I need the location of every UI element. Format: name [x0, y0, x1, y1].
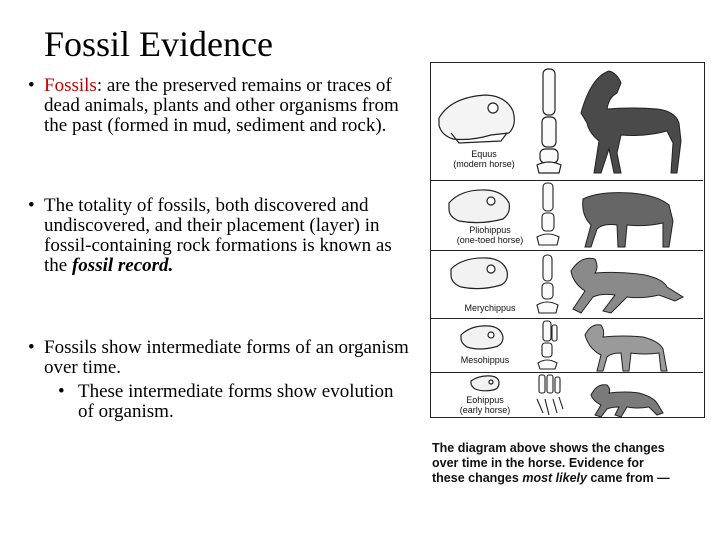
figure-row-pliohippus: [431, 181, 703, 251]
caption-emphasis: most likely: [522, 471, 587, 485]
figure-row-merychippus: [431, 251, 703, 319]
merychippus-horse-icon: [571, 258, 683, 313]
label-merychippus: Merychippus: [464, 303, 516, 313]
label-mesohippus: Mesohippus: [460, 355, 510, 365]
merychippus-foot-bones-icon: [537, 255, 558, 313]
sub-bullet-marker: •: [58, 381, 65, 402]
term-fossil-record: fossil record.: [71, 255, 174, 276]
caption-line-3-end: came from —: [586, 471, 670, 485]
fossils-definition-text: : are the preserved remains or traces of dead animals, plants and other organisms from the past (formed in mud, sediment and rock).: [44, 75, 399, 136]
caption-line-3-start: these changes: [432, 471, 523, 485]
mesohippus-horse-icon: [585, 325, 667, 371]
eohippus-horse-icon: [591, 385, 663, 417]
bullet-intermediate-forms: [28, 338, 418, 378]
fossil-record-text: The totality of fossils, both discovered and undiscovered, and their placement (layer) in fossil-containing rock formations is known as the: [44, 195, 392, 276]
eohippus-skull-icon: [471, 376, 499, 391]
label-equus: Equus: [471, 149, 497, 159]
note-equus: (modern horse): [453, 159, 515, 169]
figure-row-mesohippus: [431, 319, 703, 373]
equus-horse-icon: [581, 71, 681, 173]
equus-skull-icon: [439, 95, 514, 143]
intermediate-forms-text: Fossils show intermediate forms of an organism over time.: [44, 337, 409, 378]
caption-line-2: over time in the horse. Evidence for: [432, 456, 644, 470]
equus-foot-bones-icon: [537, 69, 561, 173]
figure-row-equus: [431, 63, 703, 181]
mesohippus-foot-bones-icon: [538, 321, 557, 369]
figure-row-eohippus: [431, 373, 703, 418]
bullet-marker: •: [28, 337, 35, 358]
mesohippus-skull-icon: [461, 326, 503, 349]
slide-title: Fossil Evidence: [44, 24, 273, 64]
pliohippus-skull-icon: [449, 190, 509, 223]
figure-caption: [432, 441, 712, 486]
pliohippus-horse-icon: [583, 193, 673, 247]
horse-evolution-figure: [430, 62, 705, 418]
bullet-marker: •: [28, 75, 35, 96]
bullet-marker: •: [28, 195, 35, 216]
note-pliohippus: (one-toed horse): [456, 235, 524, 245]
eohippus-foot-bones-icon: [537, 375, 563, 415]
label-pliohippus: Pliohippus: [469, 225, 511, 235]
pliohippus-foot-bones-icon: [537, 183, 559, 245]
caption-line-1: The diagram above shows the changes: [432, 441, 665, 455]
term-fossils: Fossils: [44, 75, 97, 96]
sub-bullet-evolution: [58, 382, 398, 422]
caption-line-3: [432, 471, 712, 486]
evolution-text: These intermediate forms show evolution of organism.: [78, 381, 394, 422]
bullet-fossils-definition: [28, 76, 418, 136]
label-eohippus: Eohippus: [466, 395, 504, 405]
merychippus-skull-icon: [451, 258, 507, 289]
bullet-fossil-record: [28, 196, 418, 276]
note-eohippus: (early horse): [459, 405, 511, 415]
